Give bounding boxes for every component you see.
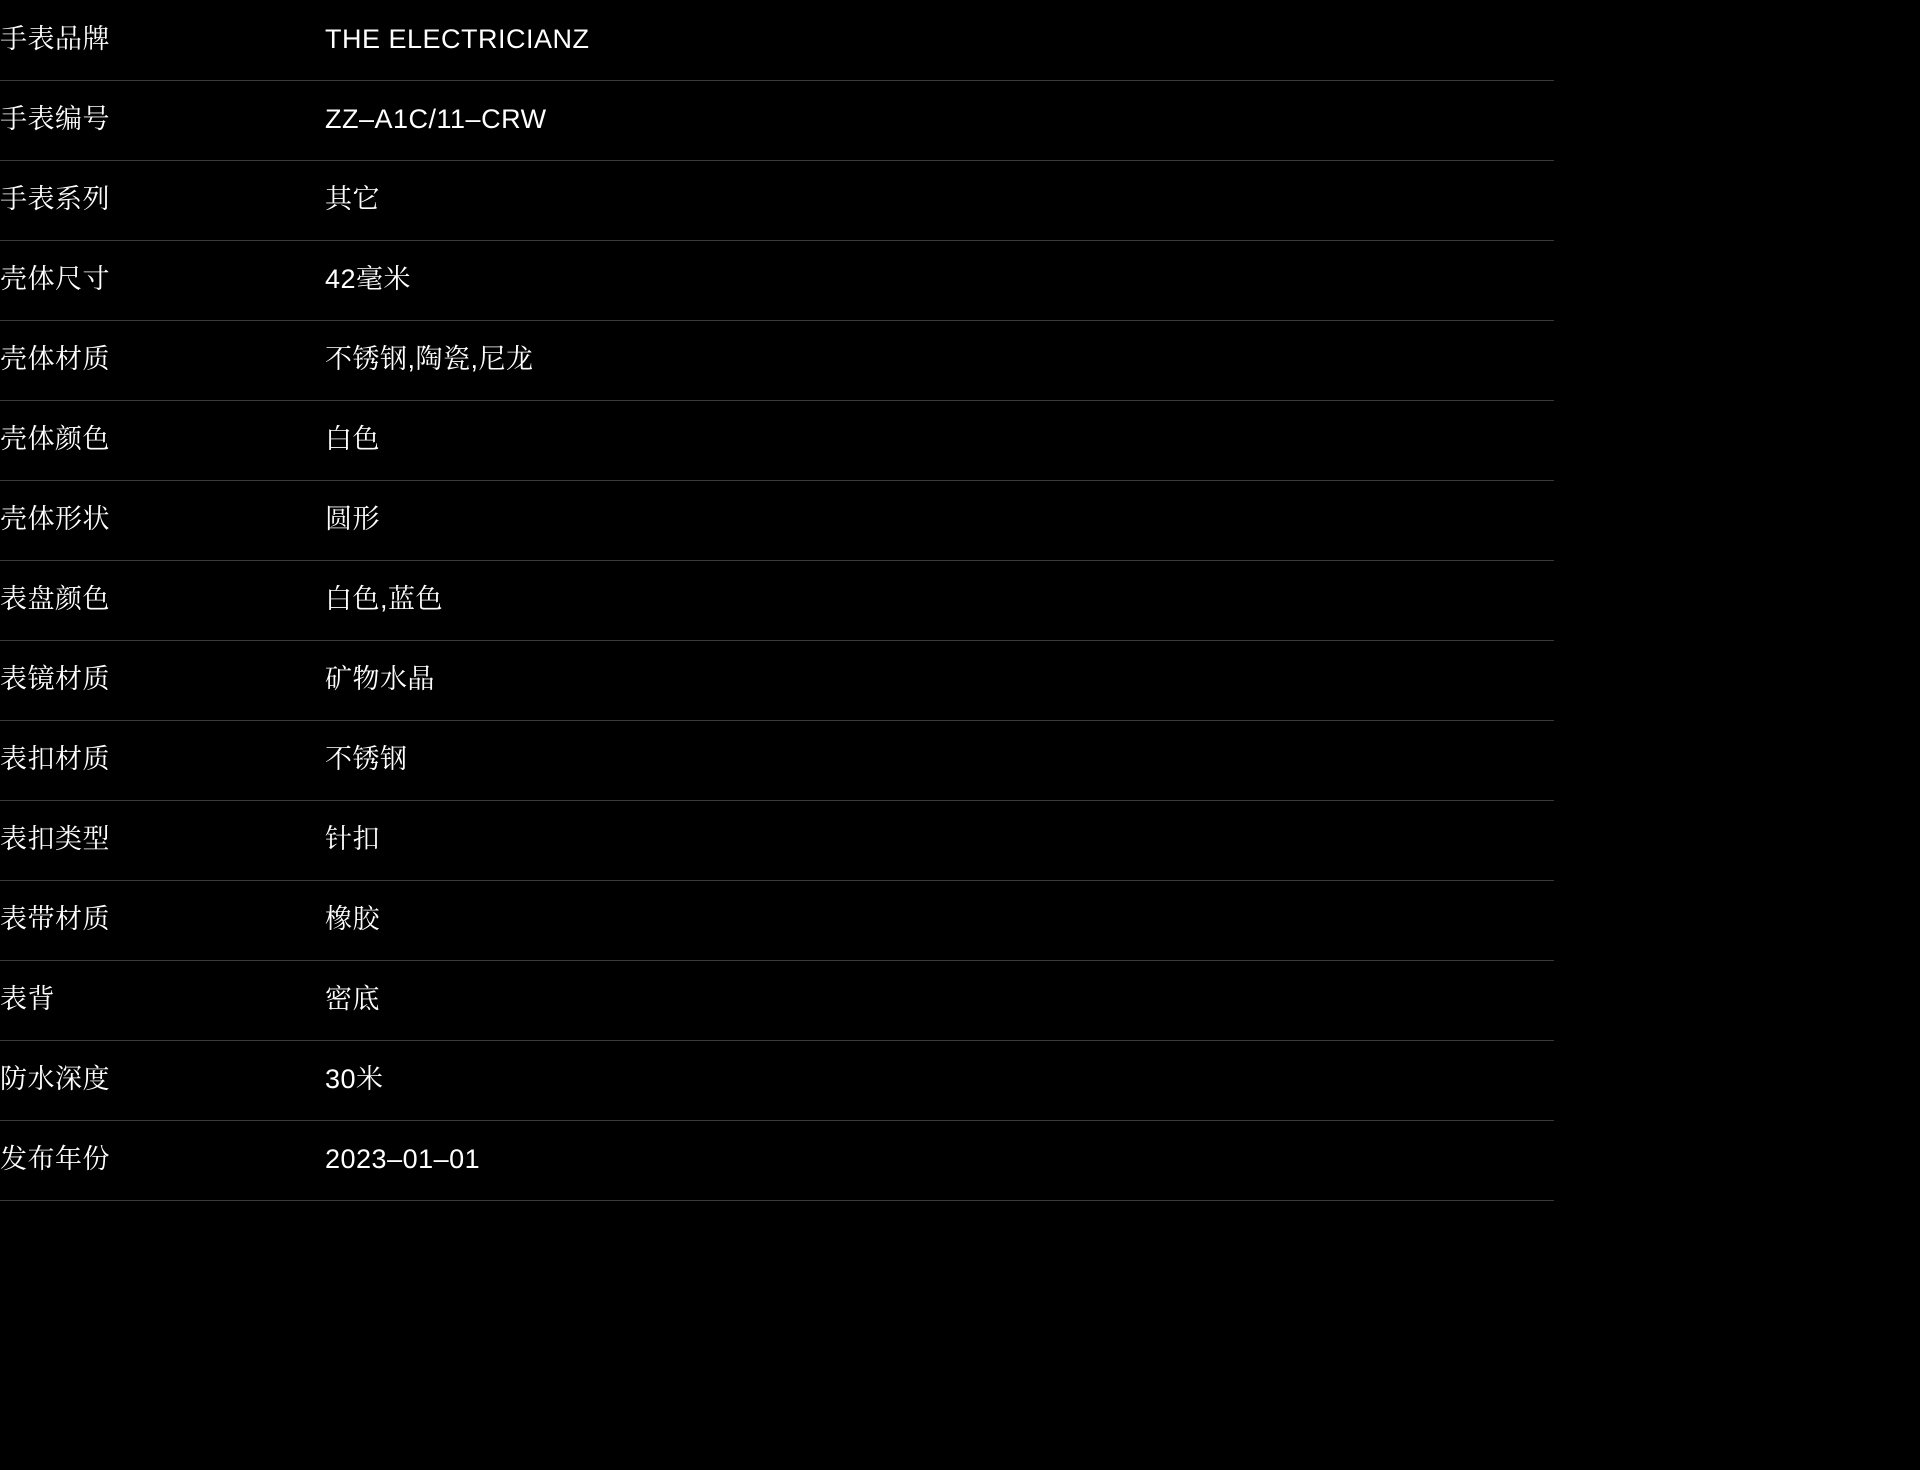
spec-value: THE ELECTRICIANZ — [325, 24, 590, 55]
table-row — [0, 880, 1554, 960]
spec-value: 2023–01–01 — [325, 1144, 481, 1175]
spec-label: 手表编号 — [0, 104, 110, 135]
table-row — [0, 320, 1554, 400]
spec-value-cell — [325, 800, 1554, 880]
spec-label: 壳体材质 — [0, 344, 110, 375]
spec-value-cell — [325, 1040, 1554, 1120]
spec-value: 密底 — [325, 984, 380, 1015]
spec-value: 矿物水晶 — [325, 664, 435, 695]
spec-value: 不锈钢 — [325, 744, 408, 775]
spec-value-cell — [325, 560, 1554, 640]
spec-label-cell — [0, 480, 325, 560]
spec-value-cell — [325, 0, 1554, 80]
spec-label-cell — [0, 240, 325, 320]
spec-value-cell — [325, 480, 1554, 560]
spec-label-cell — [0, 880, 325, 960]
spec-value-cell — [325, 160, 1554, 240]
spec-label-cell — [0, 400, 325, 480]
spec-value-cell — [325, 960, 1554, 1040]
spec-value-cell — [325, 640, 1554, 720]
spec-value: 白色 — [325, 424, 380, 455]
spec-value: 橡胶 — [325, 904, 380, 935]
table-row — [0, 240, 1554, 320]
table-row — [0, 1120, 1554, 1200]
table-row — [0, 1040, 1554, 1120]
spec-label-cell — [0, 80, 325, 160]
spec-label-cell — [0, 1120, 325, 1200]
spec-label: 表带材质 — [0, 904, 110, 935]
spec-value-cell — [325, 320, 1554, 400]
table-row — [0, 160, 1554, 240]
spec-value-cell — [325, 1120, 1554, 1200]
table-row — [0, 640, 1554, 720]
spec-label: 壳体形状 — [0, 504, 110, 535]
spec-label-cell — [0, 560, 325, 640]
spec-label: 表扣材质 — [0, 744, 110, 775]
spec-label: 防水深度 — [0, 1064, 110, 1095]
spec-value: 白色,蓝色 — [325, 584, 444, 615]
spec-value-cell — [325, 400, 1554, 480]
table-row — [0, 800, 1554, 880]
spec-value-cell — [325, 720, 1554, 800]
spec-value: 42毫米 — [325, 264, 412, 295]
spec-value: 不锈钢,陶瓷,尼龙 — [325, 344, 534, 375]
spec-value-cell — [325, 240, 1554, 320]
table-row — [0, 80, 1554, 160]
spec-value-cell — [325, 880, 1554, 960]
spec-value: 30米 — [325, 1064, 384, 1095]
table-row — [0, 720, 1554, 800]
spec-label-cell — [0, 720, 325, 800]
spec-label: 表盘颜色 — [0, 584, 110, 615]
spec-label-cell — [0, 160, 325, 240]
spec-label-cell — [0, 640, 325, 720]
spec-label: 手表品牌 — [0, 24, 110, 55]
spec-value: 其它 — [325, 184, 380, 215]
spec-label: 表扣类型 — [0, 824, 110, 855]
spec-label: 壳体尺寸 — [0, 264, 110, 295]
spec-value-cell — [325, 80, 1554, 160]
table-row — [0, 400, 1554, 480]
spec-label: 表背 — [0, 984, 55, 1015]
table-row — [0, 0, 1554, 80]
spec-label: 表镜材质 — [0, 664, 110, 695]
spec-label: 发布年份 — [0, 1144, 110, 1175]
spec-label-cell — [0, 0, 325, 80]
table-row — [0, 960, 1554, 1040]
spec-value: 圆形 — [325, 504, 380, 535]
spec-label-cell — [0, 1040, 325, 1120]
table-row — [0, 480, 1554, 560]
spec-label: 壳体颜色 — [0, 424, 110, 455]
spec-value: 针扣 — [325, 824, 380, 855]
spec-label-cell — [0, 800, 325, 880]
spec-label-cell — [0, 960, 325, 1040]
spec-label: 手表系列 — [0, 184, 110, 215]
spec-label-cell — [0, 320, 325, 400]
table-row — [0, 560, 1554, 640]
spec-value: ZZ–A1C/11–CRW — [325, 104, 547, 135]
